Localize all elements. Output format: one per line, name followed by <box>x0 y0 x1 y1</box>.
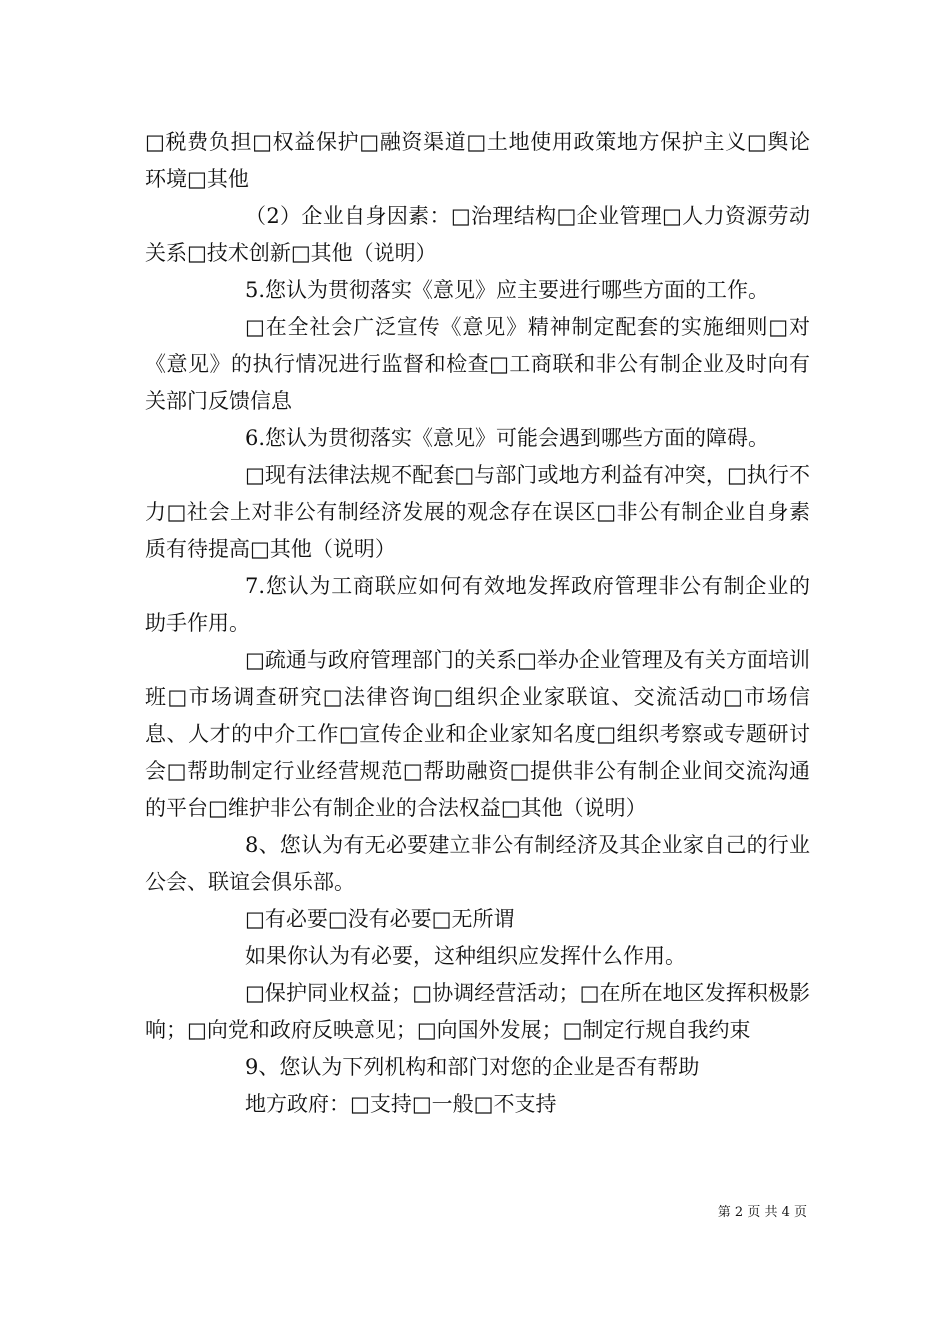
paragraph-10: □有必要□没有必要□无所谓 <box>245 907 515 931</box>
paragraph-7: 7.您认为工商联应如何有效地发挥政府管理非公有制企业的助手作用。 <box>145 574 810 635</box>
paragraph-1: □税费负担□权益保护□融资渠道□土地使用政策地方保护主义□舆论环境□其他 <box>145 130 810 191</box>
paragraph-6: □现有法律法规不配套□与部门或地方利益有冲突，□执行不力□社会上对非公有制经济发展的观念存在误区□非公有制企业自身素质有待提高□其他（说明） <box>145 463 810 561</box>
paragraph-5: 6.您认为贯彻落实《意见》可能会遇到哪些方面的障碍。 <box>245 426 770 450</box>
paragraph-2: （2）企业自身因素：□治理结构□企业管理□人力资源劳动关系□技术创新□其他（说明） <box>145 204 810 265</box>
paragraph-12: □保护同业权益；□协调经营活动；□在所在地区发挥积极影响；□向党和政府反映意见；□向国外发展；□制定行规自我约束 <box>145 981 810 1042</box>
paragraph-11: 如果你认为有必要，这种组织应发挥什么作用。 <box>245 944 686 968</box>
page-footer: 第 2 页 共 4 页 <box>717 1205 807 1220</box>
paragraph-13: 9、您认为下列机构和部门对您的企业是否有帮助 <box>245 1055 700 1079</box>
paragraph-4: □在全社会广泛宣传《意见》精神制定配套的实施细则□对《意见》的执行情况进行监督和检查□工商联和非公有制企业及时向有关部门反馈信息 <box>145 315 810 413</box>
document-body <box>145 124 810 1123</box>
paragraph-14: 地方政府：□支持□一般□不支持 <box>245 1092 557 1116</box>
paragraph-9: 8、您认为有无必要建立非公有制经济及其企业家自己的行业公会、联谊会俱乐部。 <box>145 833 810 894</box>
paragraph-8: □疏通与政府管理部门的关系□举办企业管理及有关方面培训班□市场调查研究□法律咨询□组织企业家联谊、交流活动□市场信息、人才的中介工作□宣传企业和企业家知名度□组织考察或专题研讨会□帮助制定行业经营规范□帮助融资□提供非公有制企业间交流沟通的平台□维护非公有制企业的合法权益□其他（说明） <box>145 648 810 820</box>
paragraph-3: 5.您认为贯彻落实《意见》应主要进行哪些方面的工作。 <box>245 278 770 302</box>
